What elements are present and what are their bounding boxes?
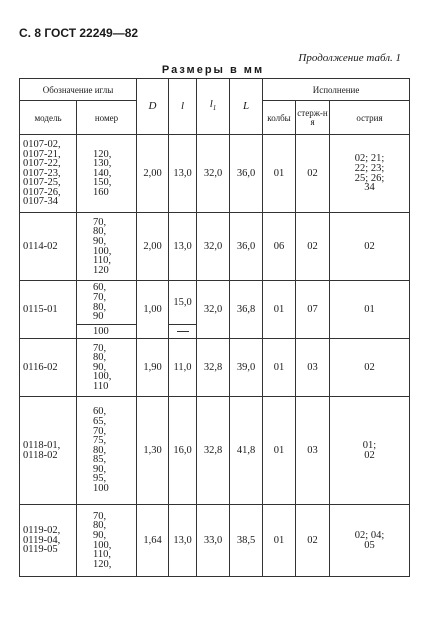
cell-flask: 01 bbox=[263, 135, 296, 213]
cell-number: 100 bbox=[77, 325, 137, 339]
cell-D: 2,00 bbox=[137, 213, 169, 281]
cell-number: 70, 80, 90, 100, 110, 120, bbox=[77, 505, 137, 577]
table-continuation-note: Продолжение табл. 1 bbox=[298, 52, 401, 64]
cell-model: 0114-02 bbox=[20, 213, 77, 281]
cell-l1: 32,8 bbox=[197, 339, 230, 397]
header-l: l bbox=[169, 79, 197, 135]
table-row bbox=[20, 281, 410, 325]
cell-l: 11,0 bbox=[169, 339, 197, 397]
header-execution: Исполнение bbox=[263, 79, 410, 101]
cell-l: 13,0 bbox=[169, 505, 197, 577]
header-D: D bbox=[137, 79, 169, 135]
cell-tip: 02 bbox=[330, 213, 410, 281]
cell-rod: 03 bbox=[296, 339, 330, 397]
header-number: номер bbox=[77, 101, 137, 135]
cell-l1: 33,0 bbox=[197, 505, 230, 577]
cell-tip: 02; 04; 05 bbox=[330, 505, 410, 577]
cell-flask: 01 bbox=[263, 339, 296, 397]
cell-tip: 01 bbox=[330, 281, 410, 339]
cell-tip: 01; 02 bbox=[330, 397, 410, 505]
cell-L: 38,5 bbox=[230, 505, 263, 577]
header-l1: $l_1$ bbox=[197, 79, 230, 135]
cell-model: 0119-02, 0119-04, 0119-05 bbox=[20, 505, 77, 577]
cell-D: 2,00 bbox=[137, 135, 169, 213]
cell-l1: 32,0 bbox=[197, 213, 230, 281]
needle-spec-table bbox=[19, 78, 410, 577]
cell-D: 1,30 bbox=[137, 397, 169, 505]
cell-D: 1,90 bbox=[137, 339, 169, 397]
cell-rod: 02 bbox=[296, 505, 330, 577]
cell-flask: 01 bbox=[263, 281, 296, 339]
cell-l: 13,0 bbox=[169, 135, 197, 213]
cell-model: 0116-02 bbox=[20, 339, 77, 397]
cell-l1: 32,0 bbox=[197, 281, 230, 339]
cell-tip: 02; 21; 22; 23; 25; 26; 34 bbox=[330, 135, 410, 213]
table-row bbox=[20, 339, 410, 397]
header-designation: Обозначение иглы bbox=[20, 79, 137, 101]
cell-model: 0118-01, 0118-02 bbox=[20, 397, 77, 505]
table-row bbox=[20, 397, 410, 505]
page-header: С. 8 ГОСТ 22249—82 bbox=[19, 26, 139, 40]
cell-rod: 02 bbox=[296, 213, 330, 281]
header-tip: острия bbox=[330, 101, 410, 135]
cell-flask: 01 bbox=[263, 505, 296, 577]
cell-flask: 06 bbox=[263, 213, 296, 281]
cell-D: 1,00 bbox=[137, 281, 169, 339]
cell-L: 36,8 bbox=[230, 281, 263, 339]
cell-l: 16,0 bbox=[169, 397, 197, 505]
cell-rod: 07 bbox=[296, 281, 330, 339]
cell-L: 39,0 bbox=[230, 339, 263, 397]
cell-tip: 02 bbox=[330, 339, 410, 397]
dash-mark bbox=[177, 331, 189, 332]
cell-rod: 02 bbox=[296, 135, 330, 213]
table-row bbox=[20, 135, 410, 213]
cell-model: 0107-02, 0107-21, 0107-22, 0107-23, 0107-25, 0107-26, 0107-34 bbox=[20, 135, 77, 213]
cell-l: 13,0 bbox=[169, 213, 197, 281]
cell-number: 60, 65, 70, 75, 80, 85, 90, 95, 100 bbox=[77, 397, 137, 505]
cell-l1: 32,8 bbox=[197, 397, 230, 505]
cell-L: 36,0 bbox=[230, 135, 263, 213]
header-rod: стерж-ня bbox=[296, 101, 330, 135]
cell-l-empty bbox=[169, 325, 197, 339]
cell-model: 0115-01 bbox=[20, 281, 77, 339]
cell-number: 70, 80, 90, 100, 110 bbox=[77, 339, 137, 397]
table-row bbox=[20, 505, 410, 577]
cell-L: 36,0 bbox=[230, 213, 263, 281]
cell-flask: 01 bbox=[263, 397, 296, 505]
cell-number: 60, 70, 80, 90 bbox=[77, 281, 137, 325]
cell-L: 41,8 bbox=[230, 397, 263, 505]
cell-l: 15,0 bbox=[169, 281, 197, 325]
cell-number: 120, 130, 140, 150, 160 bbox=[77, 135, 137, 213]
header-flask: колбы bbox=[263, 101, 296, 135]
dimensions-unit-label: Размеры в мм bbox=[161, 64, 265, 76]
header-L: L bbox=[230, 79, 263, 135]
header-model: модель bbox=[20, 101, 77, 135]
cell-number: 70, 80, 90, 100, 110, 120 bbox=[77, 213, 137, 281]
cell-rod: 03 bbox=[296, 397, 330, 505]
table-row bbox=[20, 213, 410, 281]
cell-l1: 32,0 bbox=[197, 135, 230, 213]
cell-D: 1,64 bbox=[137, 505, 169, 577]
